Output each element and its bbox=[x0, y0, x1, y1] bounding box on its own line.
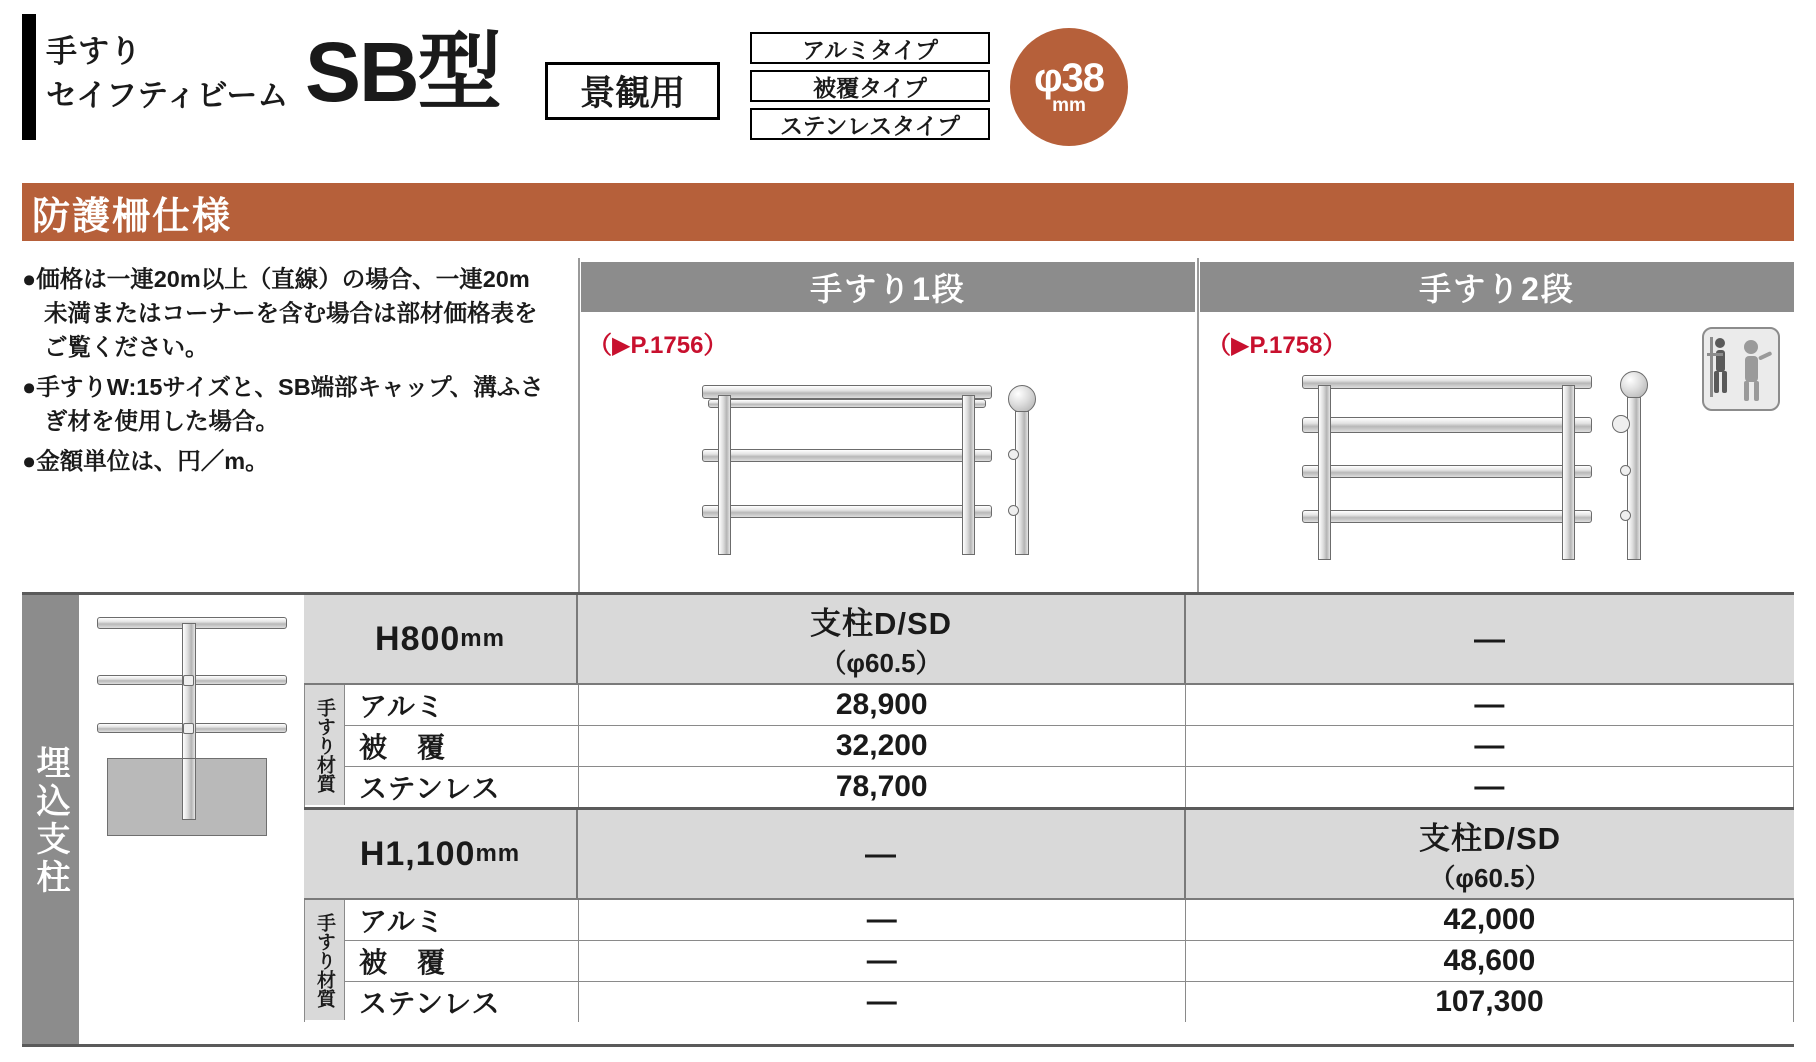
table-bottom-border bbox=[22, 1044, 1794, 1047]
material-name: ステンレス bbox=[345, 767, 579, 807]
rail-lower bbox=[1302, 510, 1592, 523]
table-group-h800 bbox=[304, 595, 1794, 807]
group-header-row bbox=[304, 810, 1794, 900]
note-item bbox=[22, 262, 577, 364]
type-item-stainless: ステンレスタイプ bbox=[750, 108, 990, 140]
bracket-lower bbox=[1620, 510, 1631, 521]
post-left bbox=[1318, 385, 1331, 560]
material-axis-text: 手すり材質 bbox=[314, 697, 335, 793]
type-list bbox=[750, 32, 990, 146]
product-title-line1: 手すり bbox=[46, 34, 142, 69]
diameter-badge bbox=[1010, 28, 1128, 146]
price-1dan: 32,200 bbox=[579, 726, 1186, 766]
table-row bbox=[305, 726, 1793, 767]
notes-block bbox=[22, 262, 577, 484]
group-header-row bbox=[304, 595, 1794, 685]
post-spec-line2: （φ60.5） bbox=[820, 648, 942, 678]
use-label-box: 景観用 bbox=[545, 62, 720, 120]
height-label-h1100 bbox=[304, 810, 578, 898]
height-unit: mm bbox=[460, 625, 505, 652]
price-2dan: 107,300 bbox=[1435, 985, 1544, 1018]
model-name: SB型 bbox=[305, 25, 500, 119]
price-2dan: — bbox=[1474, 729, 1505, 762]
section-title-bar bbox=[22, 183, 1794, 241]
note-item bbox=[22, 444, 577, 478]
price-1dan: — bbox=[579, 941, 1186, 981]
column-header-2dan: 手すり2段 bbox=[1200, 262, 1794, 312]
note-lead: ●金額単位は、円／m。 bbox=[22, 448, 269, 474]
post-cap-ball bbox=[1620, 371, 1648, 399]
type-item-aluminum: アルミタイプ bbox=[750, 32, 990, 64]
rail-second bbox=[1302, 417, 1592, 433]
diagram-post-embedded bbox=[182, 758, 196, 820]
post-spec-1dan-h800 bbox=[578, 595, 1186, 683]
post-end bbox=[1015, 411, 1029, 555]
price-1dan: 78,700 bbox=[579, 767, 1186, 807]
product-title-line2: セイフティビーム bbox=[46, 78, 289, 113]
note-cont: 未満またはコーナーを含む場合は部材価格表を bbox=[44, 300, 538, 326]
bracket-third bbox=[1620, 465, 1631, 476]
price-2dan: — bbox=[1474, 770, 1505, 803]
material-rows-h800 bbox=[304, 685, 1794, 807]
bracket-middle bbox=[1008, 449, 1019, 460]
left-category-text: 埋込支柱 bbox=[31, 745, 69, 897]
height-label-h800 bbox=[304, 595, 578, 683]
price-table bbox=[304, 595, 1794, 1022]
post-right bbox=[962, 395, 975, 555]
rail-top bbox=[702, 385, 992, 399]
left-category-label bbox=[22, 595, 79, 1047]
price-1dan: 28,900 bbox=[579, 685, 1186, 725]
table-row bbox=[305, 941, 1793, 982]
page-header bbox=[0, 0, 1816, 170]
page-reference-1[interactable]: （▶P.1756） bbox=[588, 332, 728, 359]
type-item-coated: 被覆タイプ bbox=[750, 70, 990, 102]
price-2dan: 48,600 bbox=[1443, 944, 1536, 977]
handrail-1dan-drawing bbox=[690, 365, 1050, 585]
height-value: H800 bbox=[375, 619, 461, 658]
rail-third bbox=[1302, 465, 1592, 478]
column-separator bbox=[1197, 258, 1199, 593]
post-spec-1dan-h1100 bbox=[578, 810, 1186, 898]
post-spec-2dan-h800 bbox=[1186, 595, 1794, 683]
table-row bbox=[305, 767, 1793, 807]
post-spec-line1: — bbox=[865, 836, 897, 871]
rail-middle bbox=[702, 449, 992, 462]
handrail-2dan-drawing bbox=[1290, 355, 1670, 585]
bracket-lower bbox=[1008, 505, 1019, 516]
note-lead: ●手すりW:15サイズと、SB端部キャップ、溝ふさ bbox=[22, 374, 544, 400]
post-cap-ball bbox=[1008, 385, 1036, 413]
price-2dan: — bbox=[1474, 688, 1505, 721]
material-name: 被 覆 bbox=[345, 941, 579, 981]
diagram-bracket-lower bbox=[183, 723, 194, 734]
table-group-h1100 bbox=[304, 810, 1794, 1022]
post-spec-line2: （φ60.5） bbox=[1429, 863, 1551, 893]
material-axis-label bbox=[305, 900, 345, 1020]
material-name: アルミ bbox=[345, 685, 579, 725]
material-rows-h1100 bbox=[304, 900, 1794, 1022]
price-1dan: — bbox=[579, 900, 1186, 940]
post-spec-2dan-h1100 bbox=[1186, 810, 1794, 898]
material-axis-text: 手すり材質 bbox=[314, 912, 335, 1008]
product-title bbox=[46, 30, 288, 118]
rail-lower bbox=[702, 505, 992, 518]
embedded-post-diagram bbox=[79, 595, 304, 1047]
header-accent-bar bbox=[22, 14, 36, 140]
diagram-bracket-middle bbox=[183, 675, 194, 686]
column-separator bbox=[578, 258, 580, 593]
handrail-people-icon bbox=[1702, 327, 1780, 411]
post-spec-line1: — bbox=[1474, 621, 1506, 656]
price-1dan: — bbox=[579, 982, 1186, 1022]
height-value: H1,100 bbox=[359, 834, 476, 873]
note-cont: ご覧ください。 bbox=[44, 334, 209, 360]
note-item bbox=[22, 370, 577, 438]
rail-top bbox=[1302, 375, 1592, 389]
note-cont: ぎ材を使用した場合。 bbox=[44, 408, 279, 434]
price-2dan: 42,000 bbox=[1443, 903, 1536, 936]
post-left bbox=[718, 395, 731, 555]
column-header-1dan: 手すり1段 bbox=[581, 262, 1195, 312]
section-title: 防護柵仕様 bbox=[32, 195, 233, 238]
rail-top-lower-edge bbox=[708, 399, 986, 408]
post-spec-line1: 支柱D/SD bbox=[809, 606, 953, 641]
material-name: アルミ bbox=[345, 900, 579, 940]
pictogram-svg bbox=[1704, 329, 1778, 409]
material-name: ステンレス bbox=[345, 982, 579, 1022]
note-lead: ●価格は一連20m以上（直線）の場合、一連20m bbox=[22, 266, 530, 292]
bracket-second bbox=[1612, 415, 1630, 433]
diameter-value: φ38 bbox=[1033, 56, 1105, 100]
material-axis-label bbox=[305, 685, 345, 805]
table-row bbox=[305, 982, 1793, 1022]
diameter-unit: mm bbox=[1052, 95, 1086, 116]
post-right bbox=[1562, 385, 1575, 560]
page-reference-2[interactable]: （▶P.1758） bbox=[1207, 332, 1347, 359]
post-spec-line1: 支柱D/SD bbox=[1418, 821, 1562, 856]
height-unit: mm bbox=[475, 840, 521, 867]
material-name: 被 覆 bbox=[345, 726, 579, 766]
